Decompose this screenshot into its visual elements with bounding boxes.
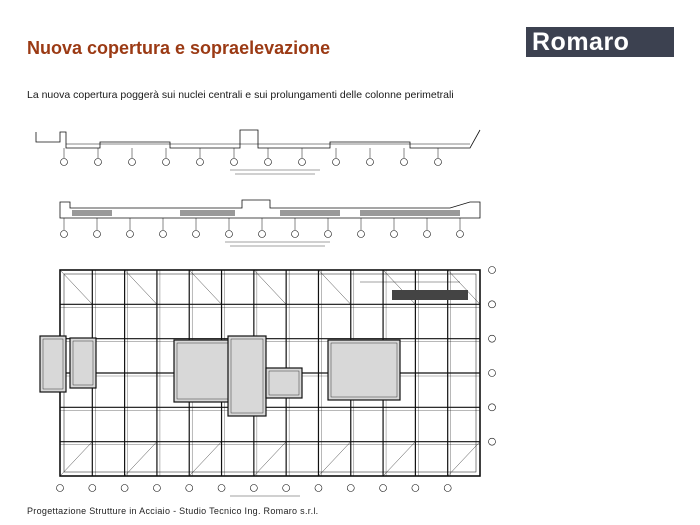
roof-section-upper [36, 130, 480, 174]
page-title: Nuova copertura e sopraelevazione [27, 38, 331, 58]
slide-subtitle: La nuova copertura poggerà sui nuclei centrali e sui prolungamenti delle colonne perimetrali [27, 89, 454, 101]
roof-section-lower [60, 200, 480, 246]
footer-credit: Progettazione Strutture in Acciaio - Studio Tecnico Ing. Romaro s.r.l. [27, 506, 319, 516]
romaro-logo: Romaro [526, 27, 674, 57]
roof-floor-plan [40, 267, 496, 497]
structural-drawing [30, 118, 510, 502]
